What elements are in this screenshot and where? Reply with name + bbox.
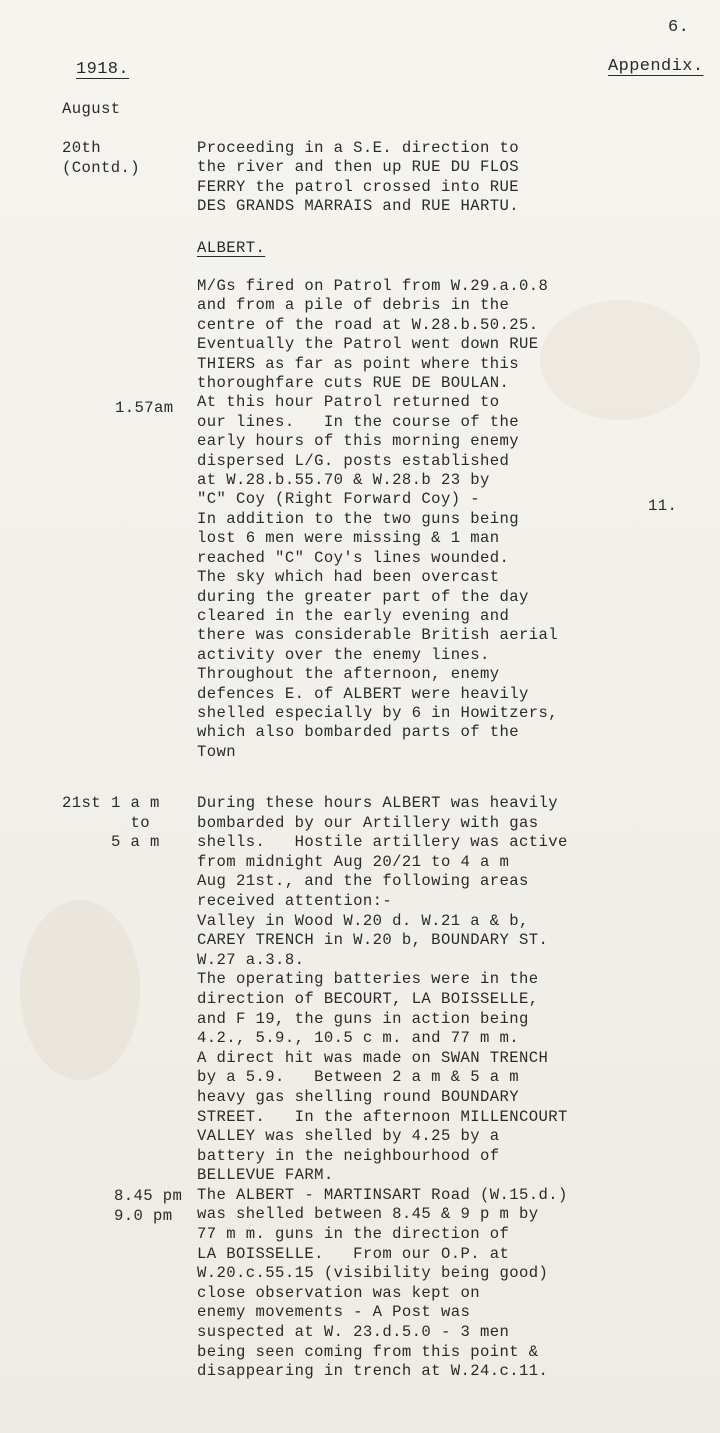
page-number: 6.: [668, 18, 690, 37]
entry-text-albert: M/Gs fired on Patrol from W.29.a.0.8 and from a pile of debris in the centre of the road at W.28.b.50.25. Eventually the Patrol went down RUE THIERS as far as point where this thoroughfare cuts RUE DE BOULAN. At this hour Patrol returned to our lines. In the course of the early hours of this morning enemy dispersed L/G. posts established at W.28.b.55.70 & W.28.b 23 by "C" Coy (Right Forward Coy) - In addition to the two guns being lost 6 men were missing & 1 man reached "C" Coy's lines wounded. The sky which had been overcast during the greater part of the day cleared in the early evening and there was considerable British aerial activity over the enemy lines. Throughout the afternoon, enemy defences E. of ALBERT were heavily shelled especially by 6 in Howitzers, which also bombarded parts of the Town: [197, 277, 559, 761]
paper-stain: [20, 900, 140, 1080]
entry-date-label: 21st: [62, 794, 102, 812]
entry-time-evening: 8.45 pm 9.0 pm: [114, 1187, 183, 1225]
entry-text-21st: During these hours ALBERT was heavily bombarded by our Artillery with gas shells. Hostile artillery was active from midnight Aug 20/21 to 4 a m Aug 21st., and the following areas received attention:- Valley in Wood W.20 d. W.21 a & b, CAREY TRENCH in W.20 b, BOUNDARY ST. W.27 a.3.8. The operating batteries were in the direction of BECOURT, LA BOISSELLE, and F 19, the guns in action being 4.2., 5.9., 10.5 c m. and 77 m m. A direct hit was made on SWAN TRENCH by a 5.9. Between 2 a m & 5 a m heavy gas shelling round BOUNDARY STREET. In the afternoon MILLENCOURT VALLEY was shelled by 4.25 by a battery in the neighbourhood of BELLEVUE FARM. The ALBERT - MARTINSART Road (W.15.d.) was shelled between 8.45 & 9 p m by 77 m m. guns in the direction of LA BOISSELLE. From our O.P. at W.20.c.55.15 (visibility being good) close observation was kept on enemy movements - A Post was suspected at W. 23.d.5.0 - 3 men being seen coming from this point & disappearing in trench at W.24.c.11.: [197, 794, 568, 1381]
entry-time-range: 1 a m to 5 a m: [111, 794, 160, 851]
year-heading: 1918.: [76, 60, 130, 79]
entry-text-20th: Proceeding in a S.E. direction to the river and then up RUE DU FLOS FERRY the patrol crossed into RUE DES GRANDS MARRAIS and RUE HARTU.: [197, 139, 520, 216]
appendix-heading: Appendix.: [608, 57, 704, 76]
section-heading-albert: ALBERT.: [197, 239, 266, 257]
margin-reference: 11.: [648, 497, 678, 515]
entry-date-21st: [62, 794, 160, 853]
entry-time-157am: 1.57am: [115, 399, 174, 417]
month-label: August: [62, 100, 121, 118]
entry-date-20th: 20th (Contd.): [62, 139, 141, 177]
paper-stain: [540, 300, 700, 420]
